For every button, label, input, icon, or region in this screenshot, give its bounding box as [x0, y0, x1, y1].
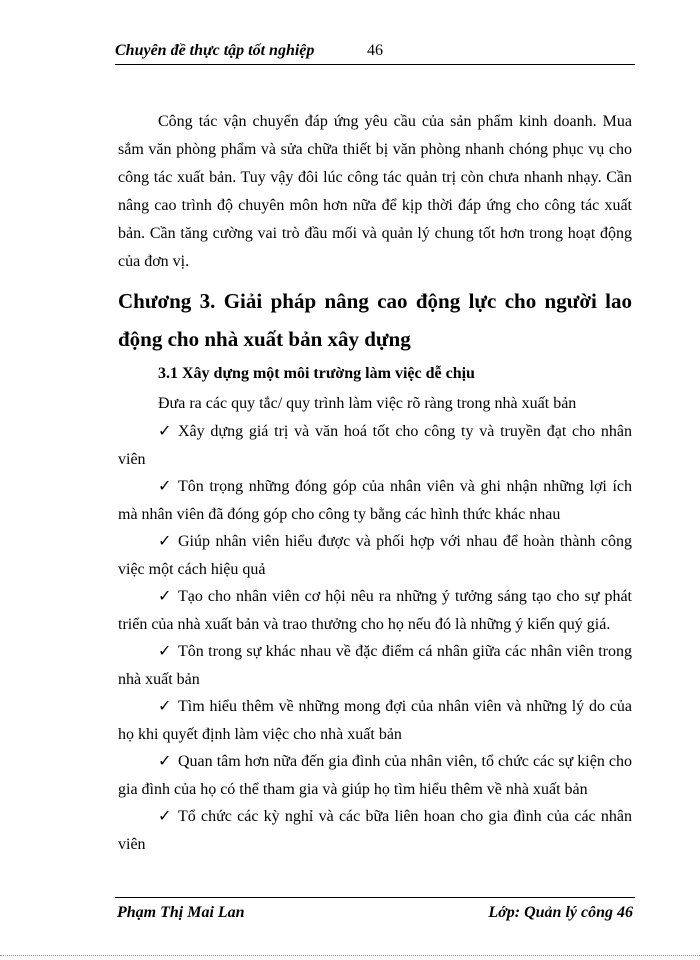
list-item [118, 473, 632, 528]
page-header [115, 42, 635, 65]
class-label: Lớp: Quản lý công 46 [488, 904, 633, 921]
checkmark-icon: ✓ [158, 698, 172, 715]
checkmark-icon: ✓ [158, 588, 172, 605]
page-number: 46 [367, 42, 383, 59]
checkmark-icon: ✓ [158, 643, 172, 660]
list-item-text: Tìm hiểu thêm về những mong đợi của nhân viên và những lý do của họ khi quyết định làm việc cho nhà xuất bản [118, 698, 632, 743]
list-item [118, 418, 632, 473]
list-item-text: Tôn trọng những đóng góp của nhân viên và ghi nhận những lợi ích mà nhân viên đã đóng góp cho công ty bằng các hình thức khác nhau [118, 478, 632, 523]
section-intro: Đưa ra các quy tắc/ quy trình làm việc rõ ràng trong nhà xuất bản [158, 395, 577, 412]
list-item [118, 638, 632, 693]
checkmark-icon: ✓ [158, 423, 172, 440]
list-item [118, 803, 632, 858]
list-item-text: Giúp nhân viên hiểu được và phối hợp với nhau để hoàn thành công việc một cách hiệu quả [118, 533, 632, 578]
checkmark-icon: ✓ [158, 478, 172, 495]
page-bottom-divider [0, 955, 700, 956]
header-title: Chuyên đề thực tập tốt nghiệp [115, 42, 315, 59]
list-item-text: Quan tâm hơn nữa đến gia đình của nhân viên, tổ chức các sự kiện cho gia đình của họ có thể tham gia và giúp họ tìm hiểu thêm về nhà xuất bản [118, 753, 632, 798]
list-item-text: Xây dựng giá trị và văn hoá tốt cho công ty và truyền đạt cho nhân viên [118, 423, 632, 468]
bullet-list [118, 418, 632, 858]
page-footer [115, 897, 635, 928]
list-item-text: Tôn trong sự khác nhau về đặc điểm cá nhân giữa các nhân viên trong nhà xuất bản [118, 643, 632, 688]
list-item [118, 528, 632, 583]
checkmark-icon: ✓ [158, 808, 172, 825]
list-item [118, 583, 632, 638]
list-item [118, 693, 632, 748]
author-name: Phạm Thị Mai Lan [117, 904, 245, 921]
intro-paragraph: Công tác vận chuyển đáp ứng yêu cầu của sản phẩm kinh doanh. Mua sắm văn phòng phẩm và sửa chữa thiết bị văn phòng nhanh chóng phục vụ cho công tác xuất bản. Tuy vậy đôi lúc công tác quản trị còn chưa nhanh nhạy. Cần nâng cao trình độ chuyên môn hơn nữa để kịp thời đáp ứng cho công tác xuất bản. Cần tăng cường vai trò đầu mối và quản lý chung tốt hơn trong hoạt động của đơn vị. [118, 113, 632, 270]
checkmark-icon: ✓ [158, 753, 172, 770]
list-item-text: Tạo cho nhân viên cơ hội nêu ra những ý tưởng sáng tạo cho sự phát triển của nhà xuất bản và trao thưởng cho họ nếu đó là những ý kiến quý giá. [118, 588, 632, 633]
body-content [118, 108, 632, 858]
section-heading: 3.1 Xây dựng một môi trường làm việc dễ chịu [158, 365, 475, 382]
list-item [118, 748, 632, 803]
list-item-text: Tổ chức các kỳ nghỉ và các bữa liên hoan cho gia đình của các nhân viên [118, 808, 632, 853]
chapter-heading: Chương 3. Giải pháp nâng cao động lực cho người lao động cho nhà xuất bản xây dựng [118, 289, 632, 351]
checkmark-icon: ✓ [158, 533, 172, 550]
